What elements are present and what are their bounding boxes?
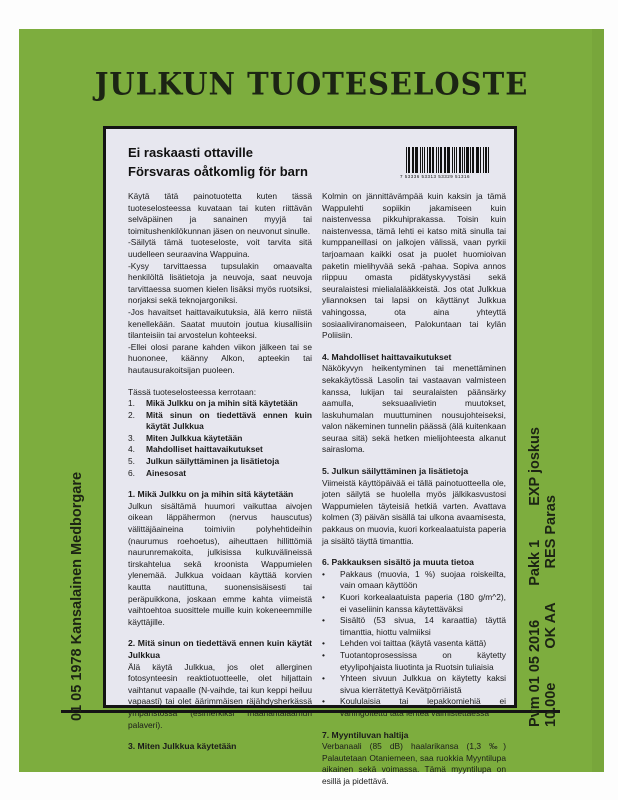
toc-item: 5. Julkun säilyttäminen ja lisätietoja bbox=[128, 456, 280, 467]
intro-paragraph: -Ellei olosi parane kahden viikon jälkeen tai se huononee, käänny Alkon, apteekin tai hautausurakoitsijan puoleen. bbox=[128, 341, 312, 375]
barcode-bar bbox=[464, 147, 465, 173]
left-vertical-label: 01 05 1978 Kansalainen Medborgare bbox=[69, 471, 85, 721]
warning-heading bbox=[128, 143, 308, 181]
text-column-2 bbox=[322, 191, 506, 788]
right-vertical-label: Pvm 01 05 2016Pakk 1EXP joskus 10.00eOK AARES Paras bbox=[527, 427, 559, 727]
barcode-bar bbox=[424, 147, 425, 173]
barcode-bar bbox=[429, 147, 431, 173]
warning-sv: Försvaras oåtkomlig för barn bbox=[128, 164, 308, 179]
barcode-bar bbox=[477, 147, 479, 173]
section-heading: 4. Mahdolliset haittavaikutukset bbox=[322, 351, 452, 362]
text-column-1 bbox=[128, 191, 312, 753]
barcode-bar bbox=[438, 147, 439, 173]
barcode-bar bbox=[447, 147, 450, 173]
barcode-bar bbox=[452, 147, 454, 173]
barcode-bar bbox=[480, 147, 481, 173]
toc-item: 3. Miten Julkkua käytetään bbox=[128, 432, 243, 443]
barcode-bar bbox=[470, 147, 471, 173]
intro-paragraph: -Säilytä tämä tuoteseloste, voit tarvita sitä uudelleen seuraavina Wappuina. bbox=[128, 237, 312, 259]
barcode-bar bbox=[406, 147, 407, 173]
toc-intro: Tässä tuoteselosteessa kerrotaan: bbox=[128, 386, 257, 397]
barcode-bar bbox=[432, 147, 435, 173]
cover-title: JULKUN TUOTESELOSTE bbox=[94, 66, 529, 102]
barcode-bar bbox=[415, 147, 418, 173]
barcode-bar bbox=[459, 147, 461, 173]
section-heading: 7. Myyntiluvan haltija bbox=[322, 729, 409, 740]
barcode-bar bbox=[444, 147, 445, 173]
intro-paragraph: -Kysy tarvittaessa tupsulakin omaavalta henkilöltä lisätietoja ja neuvoja, saat neuvoja tarvittaessa suomen kielen lisäksi myös ruotsiksi, norjaksi sekä teknojargoniksi. bbox=[128, 260, 312, 306]
section-heading: 1. Mikä Julkku on ja mihin sitä käytetään bbox=[128, 489, 294, 500]
barcode-icon bbox=[406, 147, 490, 173]
section-heading: 5. Julkun säilyttäminen ja lisätietoja bbox=[322, 466, 469, 477]
barcode-bar bbox=[462, 147, 463, 173]
barcode-bar bbox=[488, 147, 489, 173]
barcode-bar bbox=[440, 147, 442, 173]
divider bbox=[61, 710, 560, 713]
barcode-bar bbox=[427, 147, 428, 173]
list-item: • Tuotantoprosessissa on käytetty etyylipohjaista liuotinta ja Ruotsin tuliaisia bbox=[322, 649, 506, 672]
barcode-bar bbox=[413, 147, 414, 173]
barcode-bar bbox=[456, 147, 457, 173]
list-item: • Kuori korkealaatuista paperia (180 g/m^2), ei vaseliinin kanssa käytettäväksi bbox=[322, 592, 506, 614]
contents-list bbox=[322, 569, 506, 720]
barcode-bar bbox=[472, 147, 474, 173]
barcode-number: 7 53336 53313 53329 51316 bbox=[400, 174, 471, 179]
barcode-bar bbox=[466, 147, 469, 173]
section-text: Verbanaali (85 dB) haalarikansa (1,3 ‰) Palautetaan Otaniemeen, saa ruokkia Myyntilupa aikainen sekä voimassa. Tämä myyntilupa on esillä ja pidettävä. bbox=[322, 741, 506, 786]
toc-item: 6. Ainesosat bbox=[128, 467, 187, 478]
list-item: • Lehden voi taittaa (käytä vasenta kättä) bbox=[322, 638, 487, 649]
section-text: Kolmin on jännittävämpää kuin kaksin ja tämä Wappulehti sopiikin jakamiseen kuin naistenvessa pikkuhiprakassa. Toisin kuin naistenvessa, tämä lehti ei katso mitä sinulla tai kumppaneillasi on jalkojen välissä, vaan pyrkii tarjoamaan kaikki osat ja puolet huomioivan paketin mielihyvää sekä -pahaa. Sopiva annos riippuu omasta pidätyskyvystäsi sekä seuralaistesi mielialalääkkeistä. Jos otat Julkkua yliannoksen tai lapsi on käyttänyt Julkkua vahingossa, ota aina yhteyttä sosiaaliviranomaiseen, Palokuntaan tai kylän Poliisiin. bbox=[322, 191, 506, 341]
barcode-bar bbox=[412, 147, 413, 173]
toc-item: 2. Mitä sinun on tiedettävä ennen kuin käytät Julkkua bbox=[128, 409, 312, 432]
section-text: Älä käytä Julkkua, jos olet allerginen fotosynteesin reaktiotuotteelle, olet hiljattain vaihtanut vapaalle (N-vaihde, tai kun keppi heiluu vapaasti) tai olet äärimmäisen räjähdysherkässä palaveri). bbox=[128, 661, 312, 730]
list-item: • Koululaisia tai lepakkomiehiä ei bbox=[322, 696, 506, 707]
list-item: • Yhteen sivuun Julkkua on käytetty kaksi sivua kierrätettyä Kevätpörriäistä bbox=[322, 673, 506, 695]
section-text: Näkökyvyn heikentyminen tai menettäminen sekakäytössä Lasolin tai vastaavan valmisteen kanssa, lukijan tai seuralaisten päänsärky aamulla, seksuaalivietin muutokset, laskuhumalan muuttuminen nousujohteiseksi, valon näkeminen tunnelin päässä (älä kuitenkaan seuraa sitä) sekä hetken mielijohteesta alkanut sairasloma. bbox=[322, 363, 506, 455]
section-heading: 3. Miten Julkkua käytetään bbox=[128, 741, 237, 752]
barcode-bar bbox=[476, 147, 477, 173]
section-text: Julkun sisältämä huumori vaikuttaa aivojen oikean läppähermon (nervus hauscutus) välittäjäaineina toimiviin polyhehtideihin (naurumus roehoetus), aiheuttaen hillittömiä naurunremakoita, julkisissa kulkuvälineissä tirskahtelua sekä kroonista Wappumielen ylenemää. Julkkua voidaan käyttää korvien kautta nautittuna, suonensisäisesti tai peräpuikkona, joskaan emme kahta viimeistä vaihtoehtoa suosittele muille kuin kokeneemmille käyttäjille. bbox=[128, 500, 312, 627]
intro-paragraph: Käytä tätä painotuotetta kuten tässä tuoteselosteessa kuvataan tai kuten riittävän selväpäinen ja sanainen myyjä tai toimitushenkilökunnan jäsen on neuvonut sinulle. bbox=[128, 191, 312, 236]
toc-item: 4. Mahdolliset haittavaikutukset bbox=[128, 444, 263, 455]
barcode-bar bbox=[454, 147, 455, 173]
section-heading: 2. Mitä sinun on tiedettävä ennen kuin käytät Julkkua bbox=[128, 638, 312, 660]
toc-item: 1. Mikä Julkku on ja mihin sitä käytetään bbox=[128, 398, 298, 409]
barcode-bar bbox=[420, 147, 421, 173]
table-of-contents bbox=[128, 398, 312, 479]
warning-fi: Ei raskaasti ottaville bbox=[128, 145, 254, 160]
barcode-bar bbox=[436, 147, 437, 173]
barcode-bar bbox=[422, 147, 424, 173]
barcode-bar bbox=[485, 147, 488, 173]
leaflet-panel bbox=[103, 126, 517, 786]
book-cover bbox=[19, 29, 604, 786]
barcode-bar bbox=[445, 147, 446, 173]
intro-paragraph: -Jos havaitset haittavaikutuksia, älä kerro niistä kenellekään. Saatat muutoin joutua kiusallisiin tilanteisiin tai arvostelun kohteeksi. bbox=[128, 306, 312, 341]
section-heading: 6. Pakkauksen sisältö ja muuta tietoa bbox=[322, 557, 474, 568]
list-item: • Sisältö (53 sivua, 14 karaattia) täyttä timanttia, hiottu valmiiksi bbox=[322, 615, 506, 637]
barcode-bar bbox=[483, 147, 484, 173]
barcode-bar bbox=[408, 147, 410, 173]
list-item: • Pakkaus (muovia, 1 %) suojaa roiskeilta, vain omaan käyttöön bbox=[322, 568, 506, 591]
section-text: Viimeistä käyttöpäivää ei tällä painotuotteella ole, joten säilytä se huolella myös jälkikasvustosi Wappumielen täyteisiä hetkiä varten. Avattava kolmen (3) päivän sisällä tai ulkona avaamisesta, pakkaus on muovia, kuori korkealaatuista paperia ja sisältö täyttä timanttia. bbox=[322, 477, 506, 546]
